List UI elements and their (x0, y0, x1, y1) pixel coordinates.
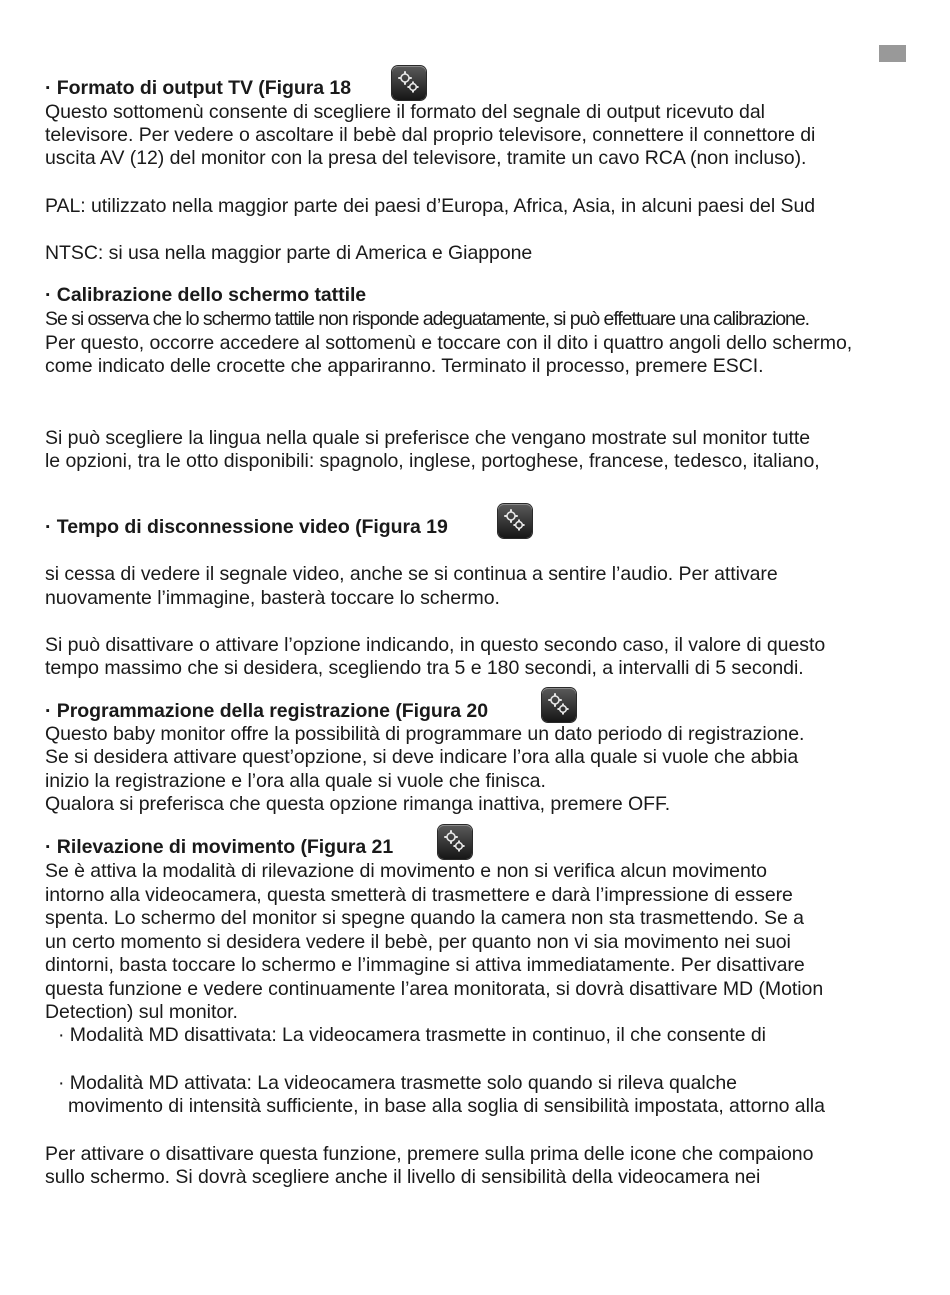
settings-gear-icon (438, 825, 472, 859)
md-on-bullet: · Modalità MD attivata: La videocamera trasmette solo quando si rileva qualche (58, 1072, 737, 1094)
calib-line-3: come indicato delle crocette che appariranno. Terminato il processo, premere ESCI. (45, 355, 764, 377)
motion-line-7: Detection) sul monitor. (45, 1001, 238, 1023)
heading-recording-schedule: · Programmazione della registrazione (Figura 20 (45, 700, 489, 722)
lang-line-2: le opzioni, tra le otto disponibili: spagnolo, inglese, portoghese, francese, tedesco, italiano, (45, 450, 820, 472)
video-line-2: nuovamente l’immagine, basterà toccare lo schermo. (45, 587, 500, 609)
page-tab-marker (879, 45, 906, 62)
video-line-3: Si può disattivare o attivare l’opzione indicando, in questo secondo caso, il valore di questo (45, 634, 826, 656)
heading-motion-detection: · Rilevazione di movimento (Figura 21 (45, 836, 394, 858)
tv-pal-line: PAL: utilizzato nella maggior parte dei paesi d’Europa, Africa, Asia, in alcuni paesi del Sud (45, 195, 816, 217)
settings-gear-icon (542, 688, 576, 722)
video-line-1: si cessa di vedere il segnale video, anche se si continua a sentire l’audio. Per attivare (45, 563, 778, 585)
lang-line-1: Si può scegliere la lingua nella quale si preferisce che vengano mostrate sul monitor tutte (45, 427, 811, 449)
motion-line-12: sullo schermo. Si dovrà scegliere anche il livello di sensibilità della videocamera nei (45, 1166, 761, 1188)
settings-gear-icon (498, 504, 532, 538)
tv-line-1: Questo sottomenù consente di scegliere il formato del segnale di output ricevuto dal (45, 101, 765, 123)
rec-line-4: Qualora si preferisca che questa opzione rimanga inattiva, premere OFF. (45, 793, 671, 815)
rec-line-3: inizio la registrazione e l’ora alla quale si vuole che finisca. (45, 770, 546, 792)
calib-line-2: Per questo, occorre accedere al sottomenù e toccare con il dito i quattro angoli dello schermo, (45, 332, 853, 354)
settings-gear-icon (392, 66, 426, 100)
video-line-4: tempo massimo che si desidera, scegliendo tra 5 e 180 secondi, a intervalli di 5 secondi. (45, 657, 804, 679)
motion-line-1: Se è attiva la modalità di rilevazione di movimento e non si verifica alcun movimento (45, 860, 767, 882)
heading-tv-output-format: · Formato di output TV (Figura 18 (45, 77, 351, 99)
heading-touch-calibration: · Calibrazione dello schermo tattile (45, 284, 367, 306)
md-on-bullet-cont: movimento di intensità sufficiente, in base alla soglia di sensibilità impostata, attorno alla (68, 1095, 825, 1117)
motion-line-6: questa funzione e vedere continuamente l’area monitorata, si dovrà disattivare MD (Motion (45, 978, 824, 1000)
tv-line-2: televisore. Per vedere o ascoltare il bebè dal proprio televisore, connettere il connettore di (45, 124, 816, 146)
calib-line-1: Se si osserva che lo schermo tattile non risponde adeguatamente, si può effettuare una calibrazione. (45, 308, 810, 330)
rec-line-1: Questo baby monitor offre la possibilità di programmare un dato periodo di registrazione. (45, 723, 805, 745)
tv-line-3: uscita AV (12) del monitor con la presa del televisore, tramite un cavo RCA (non incluso). (45, 147, 807, 169)
motion-line-5: dintorni, basta toccare lo schermo e l’immagine si attiva immediatamente. Per disattivare (45, 954, 805, 976)
heading-video-disconnect-time: · Tempo di disconnessione video (Figura 19 (45, 516, 448, 538)
motion-line-4: un certo momento si desidera vedere il bebè, per quanto non vi sia movimento nei suoi (45, 931, 791, 953)
tv-ntsc-line: NTSC: si usa nella maggior parte di America e Giappone (45, 242, 533, 264)
motion-line-3: spenta. Lo schermo del monitor si spegne quando la camera non sta trasmettendo. Se a (45, 907, 804, 929)
rec-line-2: Se si desidera attivare quest’opzione, si deve indicare l’ora alla quale si vuole che abbia (45, 746, 799, 768)
motion-line-11: Per attivare o disattivare questa funzione, premere sulla prima delle icone che compaiono (45, 1143, 814, 1165)
md-off-bullet: · Modalità MD disattivata: La videocamera trasmette in continuo, il che consente di (58, 1024, 766, 1046)
motion-line-2: intorno alla videocamera, questa smetterà di trasmettere e darà l’impressione di essere (45, 884, 793, 906)
